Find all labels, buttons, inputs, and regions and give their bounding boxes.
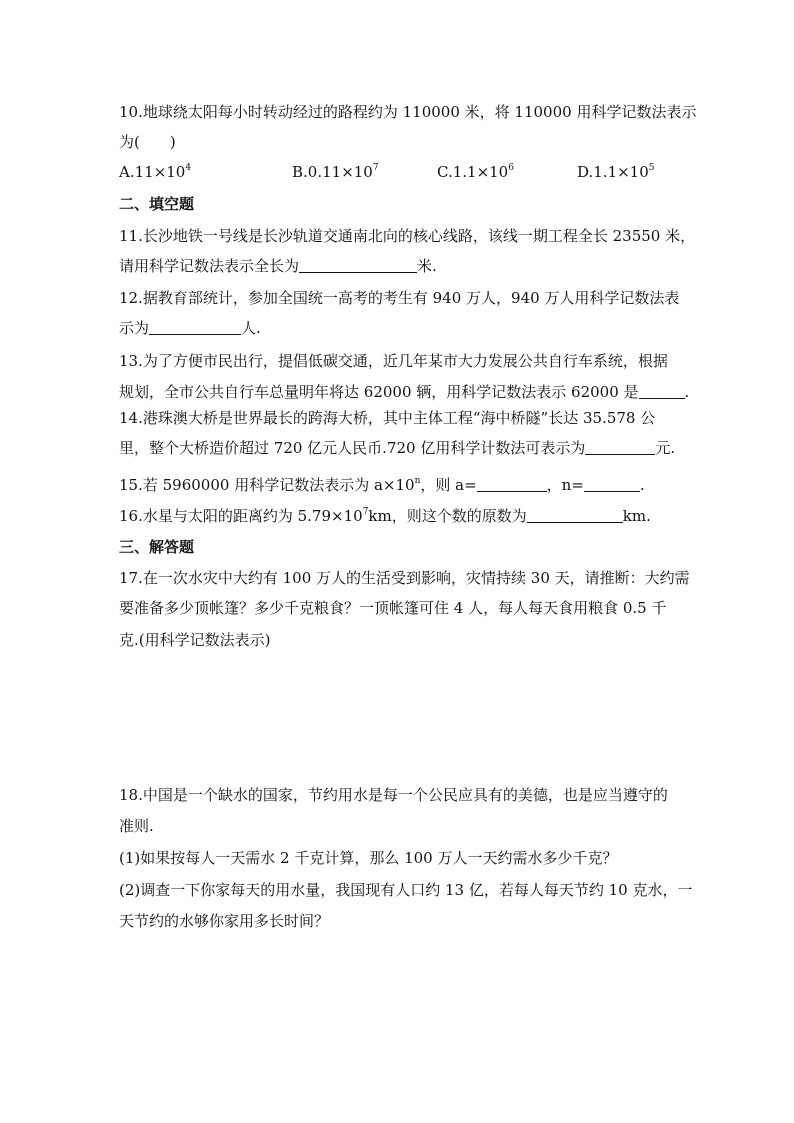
- q14-line-1: 14.港珠澳大桥是世界最长的跨海大桥，其中主体工程“海中桥隧”长达 35.578 公: [119, 409, 656, 427]
- q13-line-2: 规划，全市公共自行车总量明年将达 62000 辆，用科学记数法表示 62000 是 .: [119, 383, 690, 401]
- answer-blank-a[interactable]: [477, 477, 547, 492]
- q18-sub-2-line-2: 天节约的水够你家用多长时间？: [119, 912, 330, 930]
- section-title-solve: 三、解答题: [119, 538, 195, 556]
- q17-line-3: 克.(用科学记数法表示): [119, 631, 271, 649]
- q18-line-1: 18.中国是一个缺水的国家，节约用水是每一个公民应具有的美德，也是应当遵守的: [119, 786, 668, 804]
- q18-sub-2-line-1: (2)调查一下你家每天的用水量，我国现有人口约 13 亿，若每人每天节约 10 克水，一: [119, 881, 693, 899]
- q18-line-2: 准则.: [119, 817, 154, 835]
- q15-line: 15.若 5960000 用科学记数法表示为 $a\times 10^n$，则 a= ，n= .: [119, 476, 645, 494]
- answer-blank[interactable]: [527, 508, 623, 523]
- q11-line-1: 11.长沙地铁一号线是长沙轨道交通南北向的核心线路，该线一期工程全长 23550 米，: [119, 227, 696, 245]
- q10-option-a: $A.11\times 10^4$: [119, 163, 192, 181]
- answer-blank[interactable]: [149, 320, 241, 335]
- q10-option-b: $B.0.11\times 10^7$: [292, 163, 379, 181]
- q11-line-2: 请用科学记数法表示全长为 米.: [119, 257, 437, 275]
- q17-line-2: 要准备多少顶帐篷？多少千克粮食？一顶帐篷可住 4 人，每人每天食用粮食 0.5 千: [119, 599, 667, 617]
- q10-option-d: $D.1.1\times 10^5$: [577, 163, 655, 181]
- q17-line-1: 17.在一次水灾中大约有 100 万人的生活受到影响，灾情持续 30 天，请推断：大约需: [119, 569, 690, 587]
- q14-line-2: 里，整个大桥造价超过 720 亿元人民币.720 亿用科学计数法可表示为 元.: [119, 439, 676, 457]
- section-title-fill-in: 二、填空题: [119, 195, 195, 213]
- q12-line-2: 示为 人.: [119, 319, 261, 337]
- q10-option-c: $C.1.1\times 10^6$: [437, 163, 514, 181]
- answer-blank[interactable]: [299, 258, 417, 273]
- q18-sub-1: (1)如果按每人一天需水 2 千克计算，那么 100 万人一天约需水多少千克？: [119, 849, 618, 867]
- answer-blank-n[interactable]: [584, 477, 640, 492]
- q12-line-1: 12.据教育部统计，参加全国统一高考的考生有 940 万人，940 万人用科学记数法表: [119, 289, 680, 307]
- answer-blank[interactable]: [585, 440, 655, 455]
- q10-line-2: 为( ): [119, 133, 176, 151]
- q13-line-1: 13.为了方便市民出行，提倡低碳交通，近几年某市大力发展公共自行车系统，根据: [119, 352, 668, 370]
- q10-line-1: 10.地球绕太阳每小时转动经过的路程约为 110000 米，将 110000 用科学记数法表示: [119, 103, 697, 121]
- answer-blank[interactable]: [639, 384, 685, 399]
- q16-line: 16.水星与太阳的距离约为 $5.79\times 10^7km$，则这个数的原数为 km.: [119, 507, 651, 525]
